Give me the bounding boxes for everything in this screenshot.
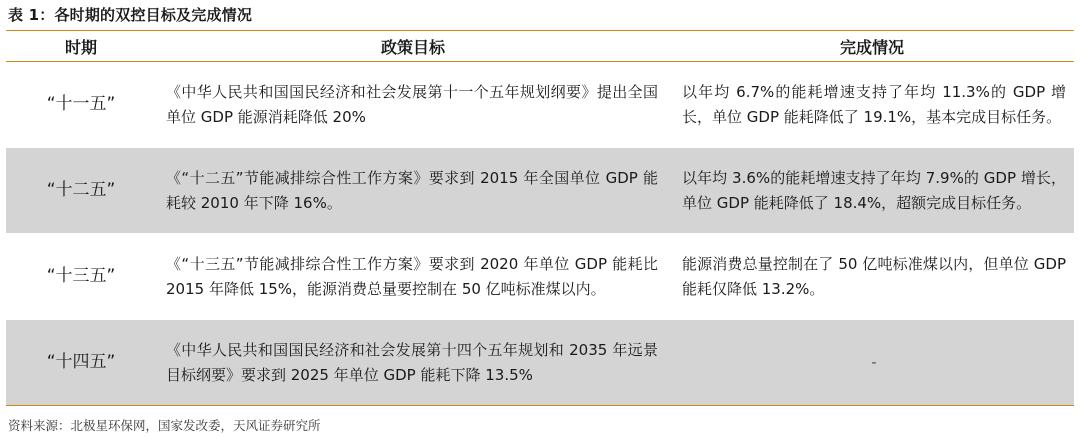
header-policy: 政策目标: [380, 37, 445, 57]
period-cell: “十二五”: [46, 180, 116, 200]
status-cell: 能源消费总量控制在了 50 亿吨标准煤以内，但单位 GDP 能耗仅降低 13.2%。: [682, 254, 1066, 298]
period-cell: “十四五”: [46, 352, 116, 372]
policy-cell: 《中华人民共和国国民经济和社会发展第十四个五年规划和 2035 年远景目标纲要》要求到 2025 年单位 GDP 能耗下降 13.5%: [166, 340, 658, 384]
status-cell: -: [871, 353, 877, 371]
header-status: 完成情况: [839, 37, 904, 57]
table-row: [6, 320, 1074, 405]
period-cell: “十三五”: [46, 266, 116, 286]
source-note: 资料来源：北极星环保网，国家发改委，天风证券研究所: [8, 418, 321, 433]
header-period: 时期: [64, 37, 97, 57]
policy-cell: 《“十三五”节能减排综合性工作方案》要求到 2020 年单位 GDP 能耗比 2015 年降低 15%，能源消费总量要控制在 50 亿吨标准煤以内。: [166, 254, 658, 298]
policy-cell: 《“十二五”节能减排综合性工作方案》要求到 2015 年全国单位 GDP 能耗较 2010 年下降 16%。: [166, 168, 658, 212]
table-caption: 表 1：各时期的双控目标及完成情况: [8, 6, 253, 24]
status-cell: 以年均 3.6%的能耗增速支持了年均 7.9%的 GDP 增长，单位 GDP 能耗降低了 18.4%，超额完成目标任务。: [682, 168, 1066, 212]
targets-table: [6, 30, 1074, 406]
period-cell: “十一五”: [46, 94, 116, 114]
status-cell: 以年均 6.7%的能耗增速支持了年均 11.3%的 GDP 增长，单位 GDP 能耗降低了 19.1%，基本完成目标任务。: [682, 82, 1066, 126]
table-row: [6, 234, 1074, 320]
policy-cell: 《中华人民共和国国民经济和社会发展第十一个五年规划纲要》提出全国单位 GDP 能源消耗降低 20%: [166, 82, 658, 126]
table-header: [6, 31, 1074, 62]
table-row: [6, 62, 1074, 148]
table-row: [6, 148, 1074, 234]
